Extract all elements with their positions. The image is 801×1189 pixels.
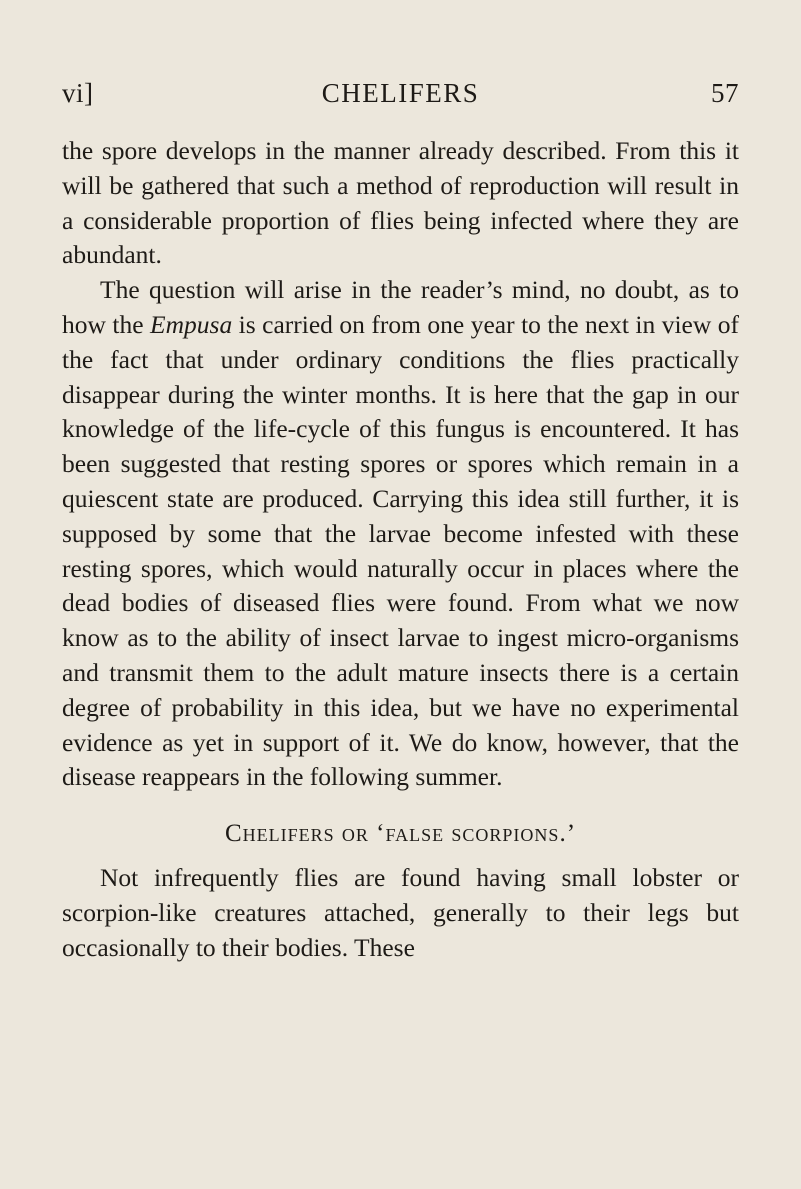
body-text: [62, 134, 739, 966]
page-number: 57: [711, 78, 739, 108]
paragraph-continuation: the spore develops in the manner already described. From this it will be gathered that such a method of reproduction will result in a considerable proportion of flies being infected where they are abundant.: [62, 136, 739, 270]
italic-term: Empusa: [150, 309, 233, 339]
section-heading: Chelifers or ‘false scorpions.’: [224, 820, 577, 848]
paragraph-text: is carried on from one year to the next in view of the fact that under ordinary conditions the flies practically disappear during the winter months. It is here that the gap in our knowledge of the life-cycle of this fungus is encountered. It has been suggested that resting spores or spores which remain in a quiescent state are produced. Carrying this idea still further, it is supposed by some that the larvae become infested with these resting spores, which would naturally occur in places where the dead bodies of diseased flies were found. From what we now know as to the ability of insect larvae to ingest micro-organisms and transmit them to the adult mature insects there is a certain degree of probability in this idea, but we have no experimental evidence as yet in support of it. We do know, however, that the disease reappears in the following summer.: [62, 309, 739, 792]
paragraph-text: The question will arise in the reader’s mind, no doubt, as to how the: [62, 275, 739, 339]
chapter-number: vi]: [62, 78, 94, 108]
paragraph-chelifers: Not infrequently flies are found having small lobster or scorpion-like creatures attached, generally to their legs but occasionally to their bodies. These: [62, 863, 739, 962]
running-head: [62, 78, 739, 118]
book-page: [62, 78, 739, 966]
paragraph-empusa: [62, 273, 739, 795]
running-title: CHELIFERS: [321, 78, 480, 108]
